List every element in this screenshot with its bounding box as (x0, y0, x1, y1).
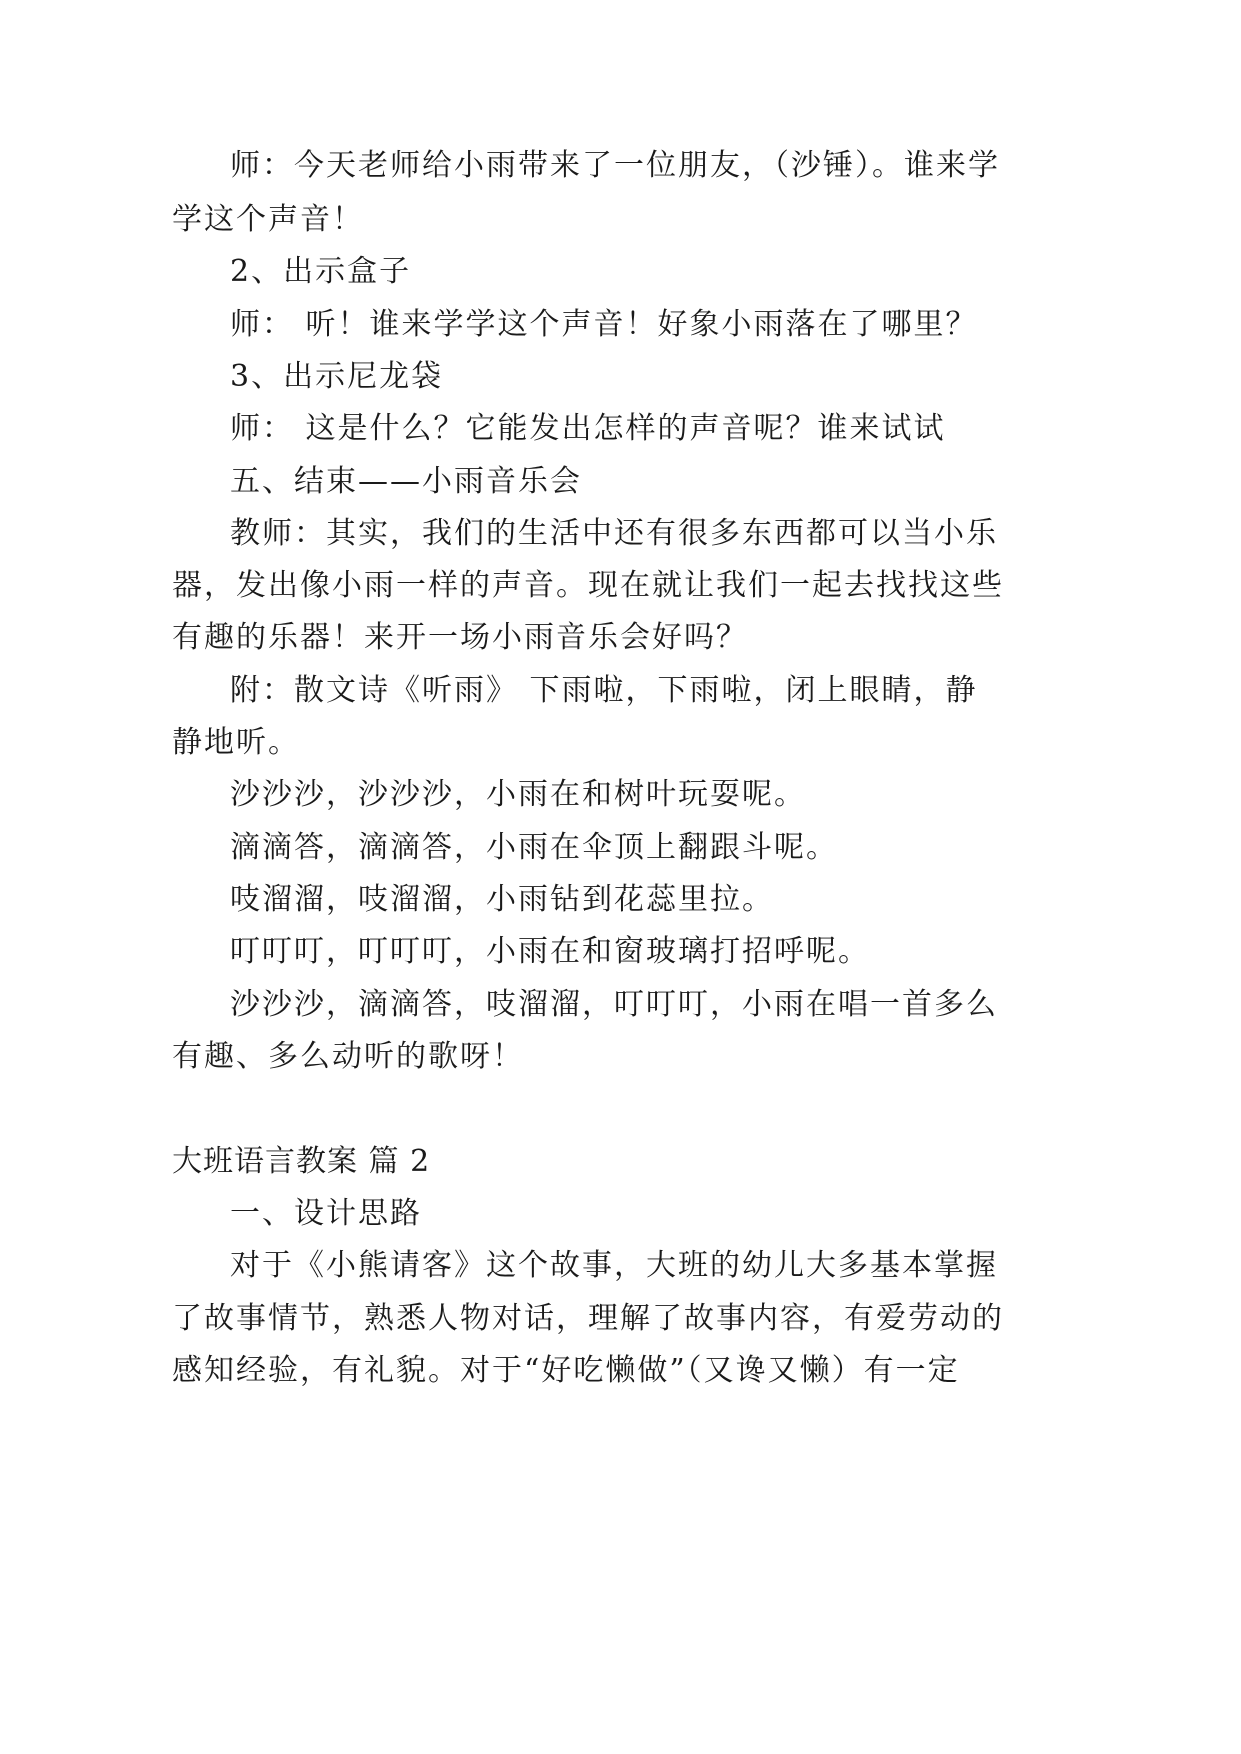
paragraph-line: 对于《小熊请客》这个故事，大班的幼儿大多基本掌握 (230, 1248, 998, 1283)
section-heading: 一、设计思路 (230, 1196, 422, 1231)
poem-line: 滴滴答，滴滴答，小雨在伞顶上翻跟斗呢。 (230, 830, 838, 865)
paragraph-line: 3、出示尼龙袋 (230, 359, 444, 394)
paragraph-line: 有趣的乐器！来开一场小雨音乐会好吗？ (172, 620, 748, 655)
poem-line: 吱溜溜，吱溜溜，小雨钻到花蕊里拉。 (230, 882, 774, 917)
paragraph-line: 师： 这是什么？它能发出怎样的声音呢？谁来试试 (230, 411, 946, 446)
paragraph-line: 师：今天老师给小雨带来了一位朋友，（沙锤）。谁来学 (230, 148, 1000, 183)
paragraph-line: 器，发出像小雨一样的声音。现在就让我们一起去找找这些 (172, 568, 1004, 603)
poem-line: 叮叮叮，叮叮叮，小雨在和窗玻璃打招呼呢。 (230, 934, 870, 969)
paragraph-line: 了故事情节，熟悉人物对话，理解了故事内容，有爱劳动的 (172, 1301, 1004, 1336)
poem-line: 沙沙沙，沙沙沙，小雨在和树叶玩耍呢。 (230, 777, 806, 812)
poem-line: 沙沙沙，滴滴答，吱溜溜，叮叮叮，小雨在唱一首多么 (230, 987, 998, 1022)
section-heading: 五、结束——小雨音乐会 (230, 464, 582, 499)
paragraph-line: 感知经验，有礼貌。对于“好吃懒做”（又谗又懒）有一定 (172, 1353, 960, 1388)
poem-line: 有趣、多么动听的歌呀！ (172, 1039, 524, 1074)
paragraph-line: 附：散文诗《听雨》 下雨啦，下雨啦，闭上眼睛，静 (230, 673, 978, 708)
paragraph-line: 教师：其实，我们的生活中还有很多东西都可以当小乐 (230, 516, 998, 551)
paragraph-line: 师： 听！谁来学学这个声音！好象小雨落在了哪里？ (230, 307, 978, 342)
paragraph-line: 静地听。 (172, 725, 300, 760)
paragraph-line: 2、出示盒子 (230, 254, 412, 289)
lesson-plan-heading: 大班语言教案 篇 2 (172, 1144, 431, 1179)
paragraph-line: 学这个声音！ (172, 202, 364, 237)
